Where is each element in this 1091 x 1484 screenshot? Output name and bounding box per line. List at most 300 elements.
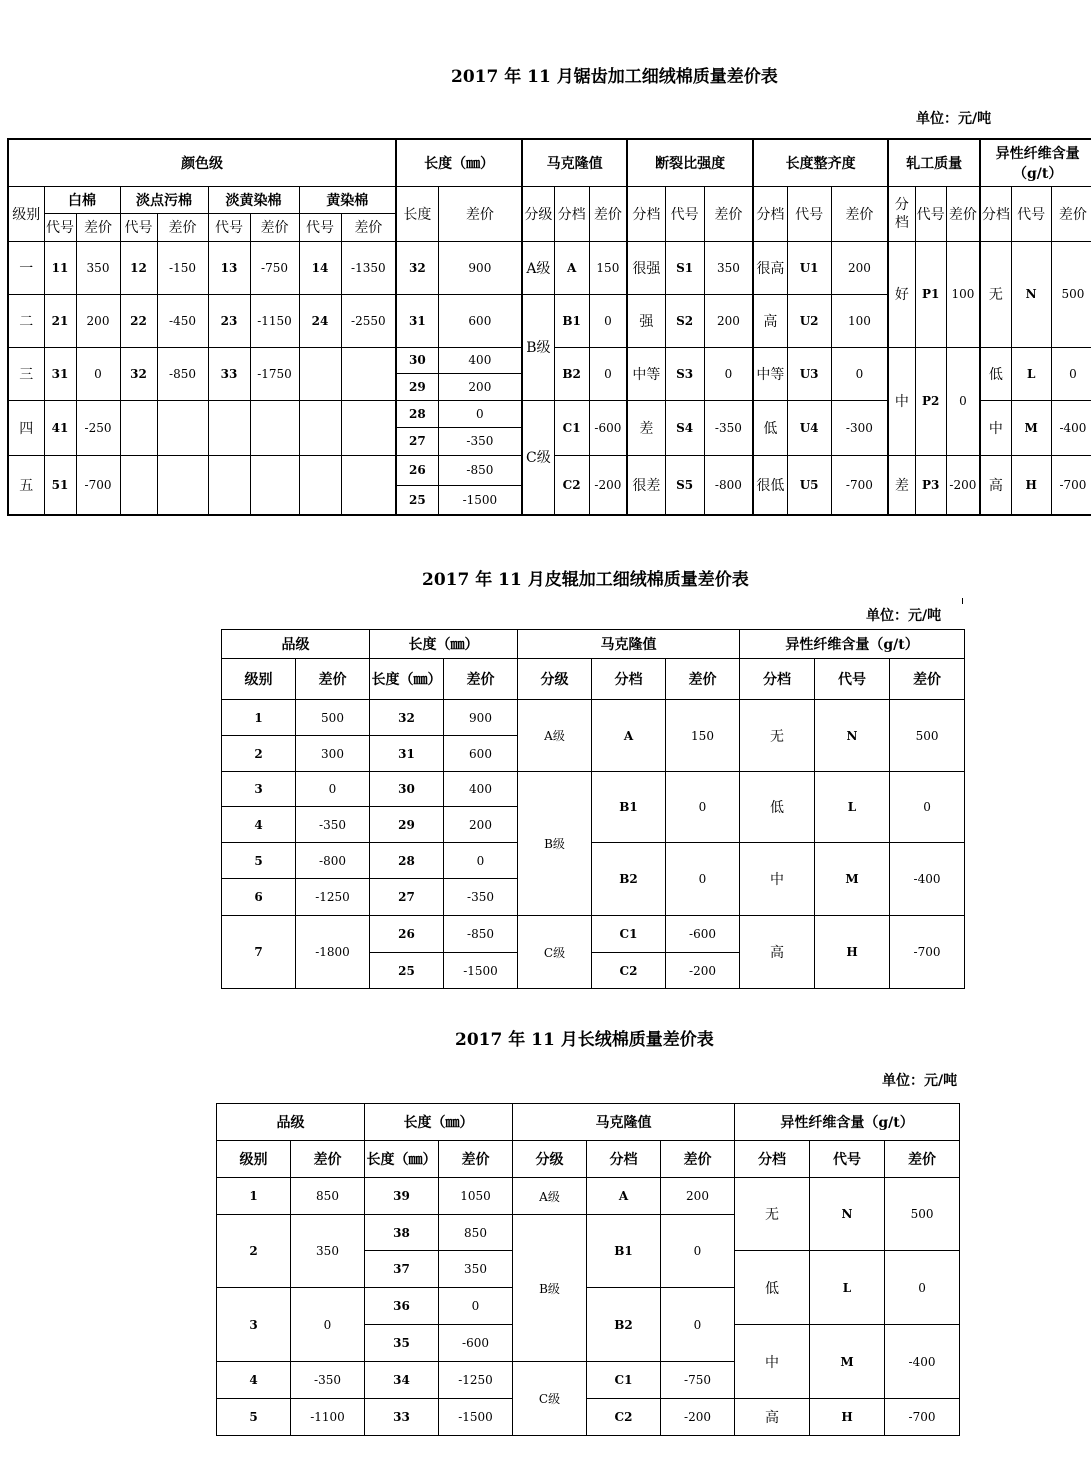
- mic-diff: 0: [661, 1288, 735, 1362]
- length-value: 28: [396, 400, 438, 427]
- grade-diff: 350: [291, 1215, 365, 1288]
- foreign-code: M: [1011, 400, 1051, 455]
- header-foreign-fiber: 异性纤维含量（g/t）: [735, 1104, 960, 1141]
- mic-diff: -600: [589, 400, 627, 455]
- spotted-code-empty: [120, 455, 157, 515]
- header-yellow-cotton: 黄染棉: [299, 186, 396, 213]
- header-level: 级别: [8, 186, 44, 241]
- length-value: 26: [396, 455, 438, 485]
- foreign-tier: 无: [980, 241, 1011, 347]
- header-level: 级别: [217, 1141, 291, 1178]
- strength-code: S3: [665, 347, 704, 400]
- grade-diff: -1100: [291, 1399, 365, 1436]
- header-grade: 品级: [217, 1104, 365, 1141]
- length-diff: 400: [444, 772, 518, 807]
- strength-diff: -800: [704, 455, 753, 515]
- foreign-code: H: [810, 1399, 885, 1436]
- header-uniformity: 长度整齐度: [753, 139, 888, 186]
- yellow-diff: -2550: [341, 294, 396, 347]
- ginning-diff: -200: [946, 455, 980, 515]
- foreign-diff: 0: [885, 1251, 960, 1325]
- header-uniformity-tier: 分档: [753, 186, 787, 241]
- mic-tier: B2: [587, 1288, 661, 1362]
- foreign-code: L: [815, 772, 890, 843]
- mic-tier: B1: [592, 772, 666, 843]
- header-strength-diff: 差价: [704, 186, 753, 241]
- saw-gin-price-table: [7, 138, 1091, 516]
- length-value: 38: [365, 1215, 439, 1251]
- header-white-diff: 差价: [76, 213, 120, 241]
- mic-diff: -200: [589, 455, 627, 515]
- mic-tier: C2: [592, 953, 666, 989]
- header-tinged-diff: 差价: [250, 213, 299, 241]
- ginning-tier: 好: [888, 241, 915, 347]
- length-diff: 0: [438, 400, 522, 427]
- foreign-diff: -700: [885, 1399, 960, 1436]
- mic-diff: 150: [666, 700, 740, 772]
- foreign-code: M: [815, 843, 890, 916]
- white-diff: 0: [76, 347, 120, 400]
- length-diff: 850: [439, 1215, 513, 1251]
- foreign-diff: 500: [1051, 241, 1091, 347]
- length-value: 25: [396, 485, 438, 515]
- header-foreign-code: 代号: [810, 1141, 885, 1178]
- header-yellow-code: 代号: [299, 213, 341, 241]
- foreign-code: M: [810, 1325, 885, 1399]
- uniformity-diff: 0: [831, 347, 888, 400]
- foreign-tier: 低: [980, 347, 1011, 400]
- foreign-fiber-label: 异性纤维含量: [995, 145, 1080, 162]
- strength-diff: 200: [704, 294, 753, 347]
- mic-diff: 0: [661, 1215, 735, 1288]
- length-value: 29: [396, 373, 438, 400]
- foreign-diff: -700: [1051, 455, 1091, 515]
- header-ginning-tier: 分档: [888, 186, 915, 241]
- spotted-diff: -150: [157, 241, 208, 294]
- length-diff: 900: [444, 700, 518, 736]
- mic-diff: 0: [589, 347, 627, 400]
- uniformity-diff: -700: [831, 455, 888, 515]
- header-length-col: 长度（㎜）: [365, 1141, 439, 1178]
- header-micronaire: 马克隆值: [513, 1104, 735, 1141]
- foreign-tier: 无: [740, 700, 815, 772]
- header-uniformity-diff: 差价: [831, 186, 888, 241]
- grade-diff: -1250: [296, 879, 370, 916]
- length-diff: -1500: [439, 1399, 513, 1436]
- spotted-diff-empty: [157, 400, 208, 455]
- length-diff: 350: [439, 1251, 513, 1288]
- uniformity-tier: 很低: [753, 455, 787, 515]
- header-length: 长度（㎜）: [396, 139, 522, 186]
- length-diff: 200: [438, 373, 522, 400]
- grade-diff: -350: [296, 807, 370, 843]
- strength-tier: 差: [627, 400, 665, 455]
- header-strength-tier: 分档: [627, 186, 665, 241]
- header-color-grade: 颜色级: [8, 139, 396, 186]
- length-diff: 400: [438, 347, 522, 373]
- mic-diff: 150: [589, 241, 627, 294]
- header-foreign-code: 代号: [1011, 186, 1051, 241]
- header-grade-diff: 差价: [291, 1141, 365, 1178]
- foreign-tier: 中: [735, 1325, 810, 1399]
- length-value: 33: [365, 1399, 439, 1436]
- length-value: 25: [370, 953, 444, 989]
- header-mic-grade: 分级: [522, 186, 554, 241]
- mic-tier: B1: [587, 1215, 661, 1288]
- uniformity-code: U3: [787, 347, 831, 400]
- grade-level: 3: [217, 1288, 291, 1362]
- header-foreign-diff: 差价: [890, 659, 965, 700]
- header-spotted-cotton: 淡点污棉: [120, 186, 208, 213]
- uniformity-diff: 200: [831, 241, 888, 294]
- foreign-diff: 500: [885, 1178, 960, 1251]
- mic-tier: C1: [587, 1362, 661, 1399]
- foreign-diff: 0: [890, 772, 965, 843]
- mic-grade-b: B级: [518, 772, 592, 916]
- length-value: 39: [365, 1178, 439, 1215]
- grade-level: 2: [222, 736, 296, 772]
- level-cell: 五: [8, 455, 44, 515]
- length-diff: -850: [438, 455, 522, 485]
- level-cell: 四: [8, 400, 44, 455]
- header-mic-grade: 分级: [518, 659, 592, 700]
- header-uniformity-code: 代号: [787, 186, 831, 241]
- uniformity-code: U5: [787, 455, 831, 515]
- mic-diff: -200: [666, 953, 740, 989]
- mic-diff: 0: [666, 843, 740, 916]
- mic-tier: C2: [587, 1399, 661, 1436]
- foreign-diff: 500: [890, 700, 965, 772]
- length-value: 31: [396, 294, 438, 347]
- mic-diff: -600: [666, 916, 740, 953]
- mic-diff: -750: [661, 1362, 735, 1399]
- grade-level: 1: [222, 700, 296, 736]
- header-foreign-tier: 分档: [980, 186, 1011, 241]
- tinged-diff: -1150: [250, 294, 299, 347]
- foreign-tier: 高: [980, 455, 1011, 515]
- mic-tier: A: [554, 241, 589, 294]
- length-diff: -1250: [439, 1362, 513, 1399]
- foreign-diff: -700: [890, 916, 965, 989]
- header-foreign-fiber: [980, 139, 1091, 186]
- grade-level: 5: [222, 843, 296, 879]
- header-ginning-diff: 差价: [946, 186, 980, 241]
- yellow-diff-empty: [341, 455, 396, 515]
- grade-diff: 300: [296, 736, 370, 772]
- header-mic-tier: 分档: [592, 659, 666, 700]
- mic-tier: C1: [554, 400, 589, 455]
- header-strength-code: 代号: [665, 186, 704, 241]
- foreign-diff: -400: [890, 843, 965, 916]
- length-value: 27: [370, 879, 444, 916]
- strength-code: S5: [665, 455, 704, 515]
- header-length: 长度（㎜）: [370, 630, 518, 659]
- spotted-code: 12: [120, 241, 157, 294]
- tinged-diff-empty: [250, 455, 299, 515]
- header-spotted-code: 代号: [120, 213, 157, 241]
- foreign-diff: -400: [885, 1325, 960, 1399]
- strength-tier: 中等: [627, 347, 665, 400]
- header-grade-diff: 差价: [296, 659, 370, 700]
- uniformity-tier: 高: [753, 294, 787, 347]
- roller-gin-price-table: [221, 629, 965, 989]
- grade-diff: -1800: [296, 916, 370, 989]
- header-level: 级别: [222, 659, 296, 700]
- level-cell: 一: [8, 241, 44, 294]
- foreign-tier: 低: [735, 1251, 810, 1325]
- white-code: 31: [44, 347, 76, 400]
- yellow-diff-empty: [341, 400, 396, 455]
- uniformity-code: U2: [787, 294, 831, 347]
- grade-level: 4: [222, 807, 296, 843]
- header-mic-diff: 差价: [661, 1141, 735, 1178]
- mic-tier: A: [587, 1178, 661, 1215]
- mic-tier: B2: [554, 347, 589, 400]
- foreign-code: N: [810, 1178, 885, 1251]
- mic-diff: 0: [589, 294, 627, 347]
- length-diff: -350: [444, 879, 518, 916]
- spotted-code-empty: [120, 400, 157, 455]
- strength-diff: -350: [704, 400, 753, 455]
- length-value: 28: [370, 843, 444, 879]
- mic-tier: C2: [554, 455, 589, 515]
- grade-diff: 850: [291, 1178, 365, 1215]
- spotted-code: 32: [120, 347, 157, 400]
- header-length-diff: 差价: [438, 186, 522, 241]
- header-yellow-diff: 差价: [341, 213, 396, 241]
- mic-diff: -200: [661, 1399, 735, 1436]
- uniformity-tier: 低: [753, 400, 787, 455]
- ginning-code: P3: [915, 455, 946, 515]
- length-diff: 1050: [439, 1178, 513, 1215]
- mic-grade-b: B级: [522, 294, 554, 400]
- strength-diff: 350: [704, 241, 753, 294]
- white-code: 11: [44, 241, 76, 294]
- foreign-tier: 无: [735, 1178, 810, 1251]
- grade-diff: 500: [296, 700, 370, 736]
- length-value: 32: [370, 700, 444, 736]
- header-foreign-tier: 分档: [740, 659, 815, 700]
- foreign-code: L: [810, 1251, 885, 1325]
- header-micronaire: 马克隆值: [522, 139, 627, 186]
- length-value: 37: [365, 1251, 439, 1288]
- yellow-code: 14: [299, 241, 341, 294]
- mic-grade-c: C级: [522, 400, 554, 515]
- length-value: 26: [370, 916, 444, 953]
- mic-tier: C1: [592, 916, 666, 953]
- white-diff: -250: [76, 400, 120, 455]
- mic-grade-b: B级: [513, 1215, 587, 1362]
- yellow-diff-empty: [341, 347, 396, 400]
- white-code: 51: [44, 455, 76, 515]
- header-white-cotton: 白棉: [44, 186, 120, 213]
- length-diff: 600: [438, 294, 522, 347]
- header-mic-tier: 分档: [554, 186, 589, 241]
- strength-code: S4: [665, 400, 704, 455]
- ginning-code: P2: [915, 347, 946, 455]
- header-spotted-diff: 差价: [157, 213, 208, 241]
- white-diff: -700: [76, 455, 120, 515]
- length-value: 29: [370, 807, 444, 843]
- length-diff: 900: [438, 241, 522, 294]
- grade-diff: 0: [291, 1288, 365, 1362]
- foreign-fiber-unit: （g/t）: [1012, 165, 1063, 182]
- mic-grade-c: C级: [513, 1362, 587, 1436]
- yellow-code-empty: [299, 347, 341, 400]
- uniformity-diff: -300: [831, 400, 888, 455]
- white-code: 41: [44, 400, 76, 455]
- grade-level: 5: [217, 1399, 291, 1436]
- length-value: 30: [370, 772, 444, 807]
- header-mic-grade: 分级: [513, 1141, 587, 1178]
- grade-level: 2: [217, 1215, 291, 1288]
- spotted-diff: -850: [157, 347, 208, 400]
- length-diff: -1500: [444, 953, 518, 989]
- table2-title: 2017 年 11 月皮辊加工细绒棉质量差价表: [422, 570, 749, 590]
- tinged-diff: -750: [250, 241, 299, 294]
- foreign-tier: 低: [740, 772, 815, 843]
- yellow-code: 24: [299, 294, 341, 347]
- strength-tier: 很差: [627, 455, 665, 515]
- strength-code: S1: [665, 241, 704, 294]
- header-tinged-cotton: 淡黄染棉: [208, 186, 299, 213]
- header-length-col: 长度（㎜）: [370, 659, 444, 700]
- grade-diff: 0: [296, 772, 370, 807]
- tinged-code: 33: [208, 347, 250, 400]
- length-value: 32: [396, 241, 438, 294]
- mic-grade-c: C级: [518, 916, 592, 989]
- length-diff: -350: [438, 427, 522, 455]
- length-diff: -600: [439, 1325, 513, 1362]
- grade-level: 1: [217, 1178, 291, 1215]
- table3-unit: 单位：元/吨: [882, 1073, 958, 1089]
- level-cell: 三: [8, 347, 44, 400]
- grade-diff: -350: [291, 1362, 365, 1399]
- header-ginning-code: 代号: [915, 186, 946, 241]
- foreign-diff: -400: [1051, 400, 1091, 455]
- strength-diff: 0: [704, 347, 753, 400]
- header-ginning: 轧工质量: [888, 139, 980, 186]
- header-micronaire: 马克隆值: [518, 630, 740, 659]
- grade-level: 7: [222, 916, 296, 989]
- mic-grade-a: A级: [522, 241, 554, 294]
- strength-tier: 很强: [627, 241, 665, 294]
- header-foreign-diff: 差价: [885, 1141, 960, 1178]
- header-length-col: 长度: [396, 186, 438, 241]
- level-cell: 二: [8, 294, 44, 347]
- length-value: 27: [396, 427, 438, 455]
- foreign-tier: 中: [740, 843, 815, 916]
- length-diff: 200: [444, 807, 518, 843]
- header-foreign-fiber: 异性纤维含量（g/t）: [740, 630, 965, 659]
- header-mic-diff: 差价: [666, 659, 740, 700]
- length-value: 35: [365, 1325, 439, 1362]
- table3-title: 2017 年 11 月长绒棉质量差价表: [455, 1030, 714, 1050]
- foreign-diff: 0: [1051, 347, 1091, 400]
- mic-tier: B2: [592, 843, 666, 916]
- header-length-diff: 差价: [444, 659, 518, 700]
- uniformity-code: U4: [787, 400, 831, 455]
- foreign-tier: 中: [980, 400, 1011, 455]
- foreign-code: H: [1011, 455, 1051, 515]
- grade-level: 3: [222, 772, 296, 807]
- table2-unit: 单位：元/吨: [866, 608, 942, 624]
- grade-diff: -800: [296, 843, 370, 879]
- uniformity-diff: 100: [831, 294, 888, 347]
- length-diff: -850: [444, 916, 518, 953]
- header-length-diff: 差价: [439, 1141, 513, 1178]
- mic-grade-a: A级: [513, 1178, 587, 1215]
- length-diff: 0: [439, 1288, 513, 1325]
- mic-grade-a: A级: [518, 700, 592, 772]
- mic-tier: B1: [554, 294, 589, 347]
- header-white-code: 代号: [44, 213, 76, 241]
- foreign-tier: 高: [740, 916, 815, 989]
- uniformity-tier: 很高: [753, 241, 787, 294]
- foreign-code: L: [1011, 347, 1051, 400]
- uniformity-code: U1: [787, 241, 831, 294]
- white-diff: 200: [76, 294, 120, 347]
- header-tinged-code: 代号: [208, 213, 250, 241]
- length-value: 30: [396, 347, 438, 373]
- grade-level: 6: [222, 879, 296, 916]
- long-staple-price-table: [216, 1103, 960, 1436]
- yellow-diff: -1350: [341, 241, 396, 294]
- tinged-code: 13: [208, 241, 250, 294]
- length-diff: -1500: [438, 485, 522, 515]
- ginning-code: P1: [915, 241, 946, 347]
- grade-level: 4: [217, 1362, 291, 1399]
- tinged-code: 23: [208, 294, 250, 347]
- tinged-code-empty: [208, 400, 250, 455]
- strength-code: S2: [665, 294, 704, 347]
- ginning-diff: 0: [946, 347, 980, 455]
- uniformity-tier: 中等: [753, 347, 787, 400]
- header-length: 长度（㎜）: [365, 1104, 513, 1141]
- table1-title: 2017 年 11 月锯齿加工细绒棉质量差价表: [451, 67, 778, 87]
- tinged-diff-empty: [250, 400, 299, 455]
- tinged-diff: -1750: [250, 347, 299, 400]
- ginning-tier: 差: [888, 455, 915, 515]
- strength-tier: 强: [627, 294, 665, 347]
- spotted-diff: -450: [157, 294, 208, 347]
- white-code: 21: [44, 294, 76, 347]
- header-mic-tier: 分档: [587, 1141, 661, 1178]
- header-grade: 品级: [222, 630, 370, 659]
- ginning-diff: 100: [946, 241, 980, 347]
- length-diff: 600: [444, 736, 518, 772]
- header-foreign-diff: 差价: [1051, 186, 1091, 241]
- mic-diff: 0: [666, 772, 740, 843]
- header-foreign-code: 代号: [815, 659, 890, 700]
- ginning-tier: 中: [888, 347, 915, 455]
- corner-tick: [962, 598, 963, 604]
- foreign-tier: 高: [735, 1399, 810, 1436]
- foreign-code: H: [815, 916, 890, 989]
- header-strength: 断裂比强度: [627, 139, 753, 186]
- mic-diff: 200: [661, 1178, 735, 1215]
- yellow-code-empty: [299, 400, 341, 455]
- white-diff: 350: [76, 241, 120, 294]
- yellow-code-empty: [299, 455, 341, 515]
- spotted-code: 22: [120, 294, 157, 347]
- table1-unit: 单位：元/吨: [916, 111, 992, 127]
- header-mic-diff: 差价: [589, 186, 627, 241]
- length-value: 31: [370, 736, 444, 772]
- tinged-code-empty: [208, 455, 250, 515]
- foreign-code: N: [1011, 241, 1051, 347]
- mic-tier: A: [592, 700, 666, 772]
